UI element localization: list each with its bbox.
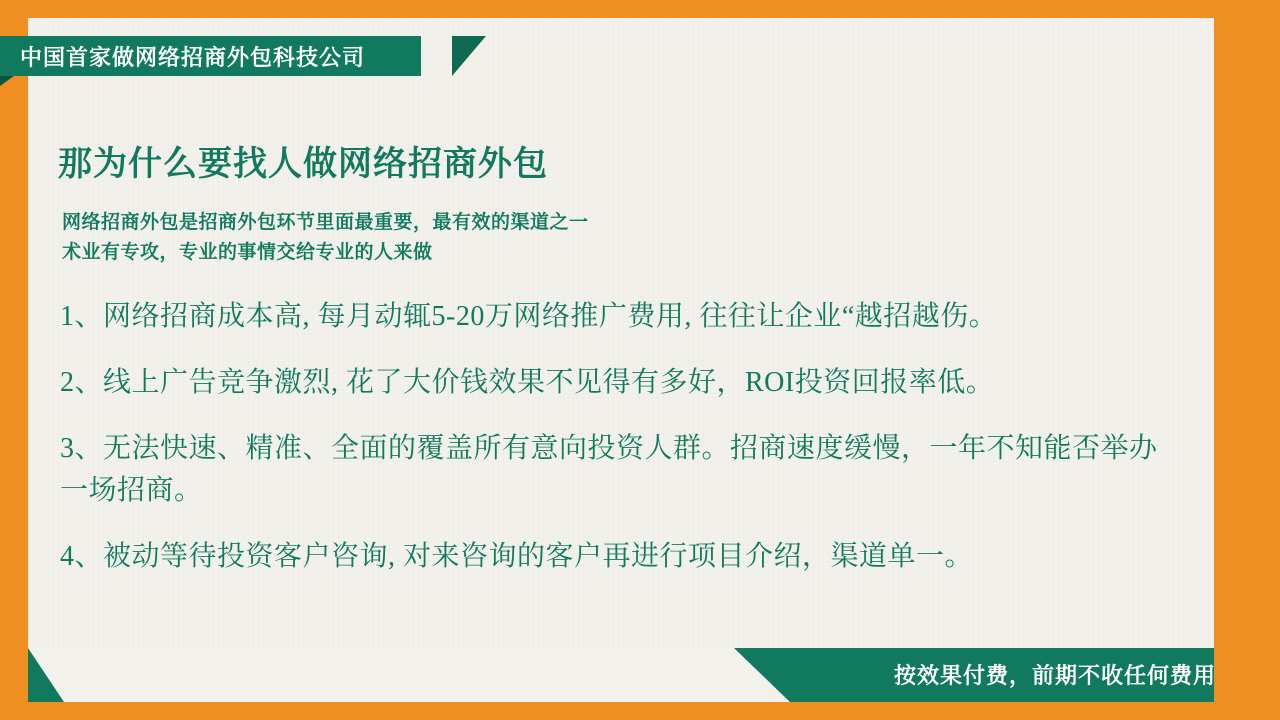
footer-label: 按效果付费，前期不收任何费用 xyxy=(893,663,1216,688)
list-item: 4、被动等待投资客户咨询, 对来咨询的客户再进行项目介绍，渠道单一。 xyxy=(60,541,974,572)
subtitle-line-1: 网络招商外包是招商外包环节里面最重要，最有效的渠道之一 xyxy=(62,212,589,233)
list-item: 2、线上广告竞争激烈, 花了大价钱效果不见得有多好，ROI投资回报率低。 xyxy=(60,367,995,398)
list-item: 1、网络招商成本高, 每月动辄5-20万网络推广费用, 往往让企业“越招越伤。 xyxy=(60,301,998,332)
footer-notch-angle xyxy=(734,648,790,702)
footer-left-wedge xyxy=(28,648,64,702)
subtitle-line-2: 术业有专攻，专业的事情交给专业的人来做 xyxy=(62,242,433,263)
footer-notch xyxy=(28,648,734,702)
header-ribbon-shadow xyxy=(0,76,14,86)
header-ribbon-tail xyxy=(452,36,486,76)
header-ribbon xyxy=(0,36,421,76)
header-ribbon-label: 中国首家做网络招商外包科技公司 xyxy=(20,44,366,70)
points-list xyxy=(60,296,1180,602)
page-title: 那为什么要找人做网络招商外包 xyxy=(58,145,548,183)
subtitle-block xyxy=(62,208,589,268)
list-item: 3、无法快速、精准、全面的覆盖所有意向投资人群。招商速度缓慢，一年不知能否举办一场招商。 xyxy=(60,433,1158,506)
